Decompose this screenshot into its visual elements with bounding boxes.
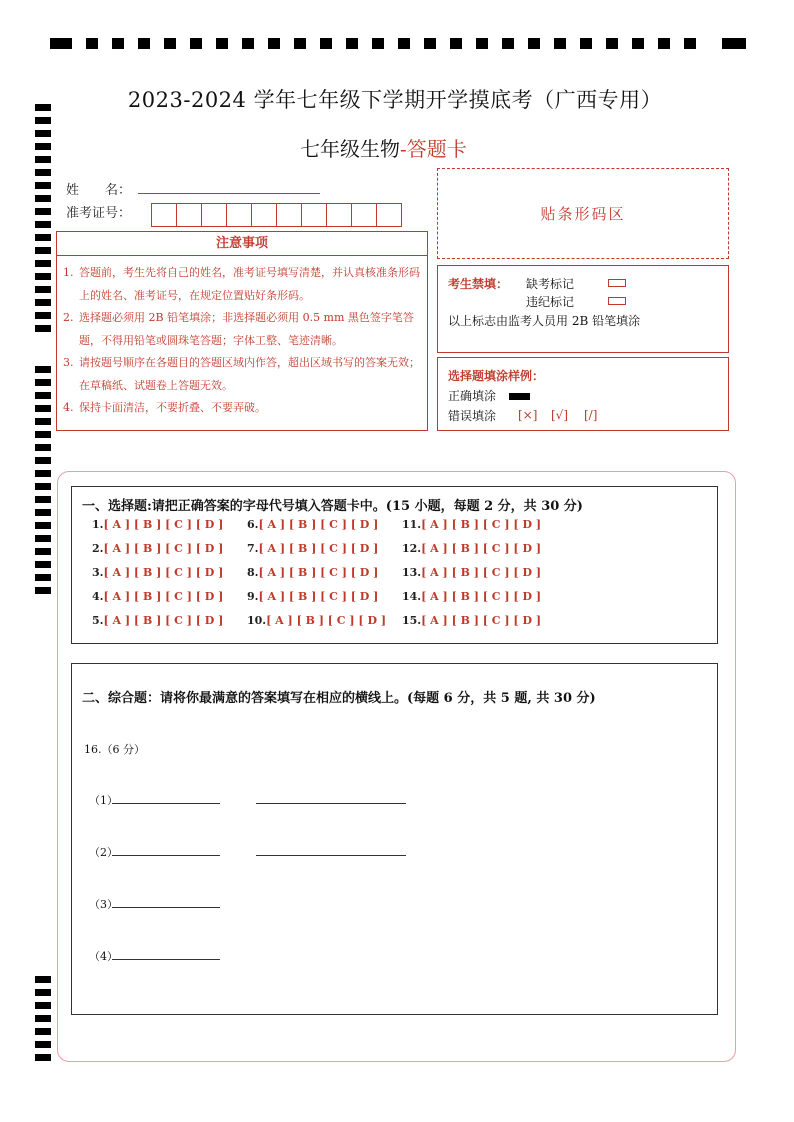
question-number: 2. xyxy=(92,542,104,555)
timing-mark xyxy=(35,1054,51,1061)
timing-mark xyxy=(35,392,51,399)
wrong-fill-label: 错误填涂 xyxy=(448,409,497,423)
id-digit-box[interactable] xyxy=(151,203,177,227)
absent-mark-box[interactable] xyxy=(608,279,626,287)
choice-question[interactable] xyxy=(92,542,223,555)
answer-line[interactable] xyxy=(256,803,406,804)
question-number: 3. xyxy=(92,566,104,579)
answer-line[interactable] xyxy=(112,959,220,960)
timing-mark xyxy=(35,169,51,176)
notice-box xyxy=(56,231,428,431)
absent-mark-label: 缺考标记 xyxy=(526,277,575,291)
timing-mark xyxy=(35,104,51,111)
timing-mark xyxy=(35,221,51,228)
choice-section xyxy=(71,486,718,644)
timing-mark xyxy=(35,117,51,124)
choice-options[interactable]: [ A ] [ B ] [ C ] [ D ] xyxy=(103,590,224,603)
notice-item-text: 请按题号顺序在各题目的答题区域内作答，超出区域书写的答案无效；在草稿纸、试题卷上答题无效。 xyxy=(79,356,420,392)
wrong-mark: [×] xyxy=(518,408,538,422)
notice-item xyxy=(63,262,421,307)
question-number: 6. xyxy=(247,518,259,531)
question-16-label: 16.（6 分） xyxy=(84,743,145,756)
timing-mark xyxy=(658,38,670,49)
forbid-note: 以上标志由监考人员用 2B 铅笔填涂 xyxy=(448,314,641,328)
notice-item-text: 答题前，考生先将自己的姓名，准考证号填写清楚，并认真核准条形码上的姓名、准考证号，在规定位置贴好条形码。 xyxy=(79,266,420,302)
choice-question[interactable] xyxy=(92,518,223,531)
timing-mark xyxy=(35,405,51,412)
timing-mark xyxy=(190,38,202,49)
comprehensive-section-title: 二、综合题：请将你最满意的答案填写在相应的横线上。(每题 6 分，共 5 题, 共 30 分) xyxy=(82,691,596,706)
timing-mark xyxy=(722,38,746,49)
id-digit-box[interactable] xyxy=(276,203,302,227)
choice-question[interactable] xyxy=(247,614,386,627)
timing-mark xyxy=(424,38,436,49)
violation-mark-label: 违纪标记 xyxy=(526,295,575,309)
question-number: 13. xyxy=(402,566,422,579)
timing-mark xyxy=(450,38,462,49)
timing-mark xyxy=(35,561,51,568)
question-number: 4. xyxy=(92,590,104,603)
id-digit-box[interactable] xyxy=(251,203,277,227)
timing-mark xyxy=(632,38,644,49)
timing-mark xyxy=(35,299,51,306)
question-number: 14. xyxy=(402,590,422,603)
page-subtitle xyxy=(300,133,467,162)
comprehensive-section xyxy=(71,663,718,1015)
id-digit-box[interactable] xyxy=(201,203,227,227)
timing-marks-top xyxy=(50,38,746,52)
wrong-mark: [/] xyxy=(584,408,598,422)
timing-mark xyxy=(346,38,358,49)
notice-item xyxy=(63,307,421,352)
id-digit-box[interactable] xyxy=(351,203,377,227)
timing-mark xyxy=(35,143,51,150)
timing-mark xyxy=(35,379,51,386)
timing-mark xyxy=(35,234,51,241)
timing-mark xyxy=(606,38,618,49)
question-number: 9. xyxy=(247,590,259,603)
timing-mark xyxy=(35,156,51,163)
question-number: 5. xyxy=(92,614,104,627)
question-number: 1. xyxy=(92,518,104,531)
id-label: 准考证号： xyxy=(66,206,132,221)
sub-question-label: （1） xyxy=(89,794,118,807)
timing-mark xyxy=(35,312,51,319)
choice-options[interactable]: [ A ] [ B ] [ C ] [ D ] xyxy=(266,614,387,627)
id-digit-box[interactable] xyxy=(176,203,202,227)
timing-mark xyxy=(372,38,384,49)
timing-mark xyxy=(164,38,176,49)
fill-sample-box xyxy=(437,357,729,431)
page-title: 2023-2024 学年七年级下学期开学摸底考（广西专用） xyxy=(127,88,663,112)
wrong-mark: [√] xyxy=(551,408,569,422)
question-number: 7. xyxy=(247,542,259,555)
timing-mark xyxy=(35,1002,51,1009)
choice-question[interactable] xyxy=(402,542,541,555)
subtitle-main: 七年级生物 xyxy=(300,137,400,161)
timing-mark xyxy=(684,38,696,49)
choice-options[interactable]: [ A ] [ B ] [ C ] [ D ] xyxy=(258,542,379,555)
choice-question[interactable] xyxy=(402,566,541,579)
timing-mark xyxy=(216,38,228,49)
timing-mark xyxy=(35,483,51,490)
notice-item-text: 选择题必须用 2B 铅笔填涂；非选择题必须用 0.5 mm 黑色签字笔答题，不得用铅笔或圆珠笔答题；字体工整、笔迹清晰。 xyxy=(79,311,414,347)
sub-question-label: （2） xyxy=(89,846,118,859)
choice-options[interactable]: [ A ] [ B ] [ C ] [ D ] xyxy=(421,566,542,579)
timing-mark xyxy=(35,325,51,332)
correct-fill-mark xyxy=(509,393,530,400)
timing-mark xyxy=(35,989,51,996)
answer-line[interactable] xyxy=(112,855,220,856)
timing-mark xyxy=(554,38,566,49)
notice-title: 注意事项 xyxy=(57,232,427,256)
question-number: 12. xyxy=(402,542,422,555)
timing-mark xyxy=(35,418,51,425)
answer-line[interactable] xyxy=(112,803,220,804)
timing-mark xyxy=(476,38,488,49)
sample-label: 选择题填涂样例： xyxy=(448,369,545,383)
timing-mark xyxy=(35,260,51,267)
correct-fill-label: 正确填涂 xyxy=(448,389,497,403)
choice-question[interactable] xyxy=(402,614,541,627)
timing-mark xyxy=(35,535,51,542)
choice-question[interactable] xyxy=(247,566,378,579)
timing-mark xyxy=(294,38,306,49)
timing-mark xyxy=(112,38,124,49)
choice-section-title: 一、选择题:请把正确答案的字母代号填入答题卡中。(15 小题，每题 2 分，共 30 分) xyxy=(82,499,583,514)
exam-id-boxes xyxy=(151,203,401,227)
timing-mark xyxy=(35,431,51,438)
timing-mark xyxy=(35,548,51,555)
timing-mark xyxy=(138,38,150,49)
timing-mark xyxy=(35,208,51,215)
timing-mark xyxy=(502,38,514,49)
timing-mark xyxy=(35,444,51,451)
timing-mark xyxy=(35,1041,51,1048)
choice-options[interactable]: [ A ] [ B ] [ C ] [ D ] xyxy=(258,518,379,531)
timing-mark xyxy=(35,366,51,373)
timing-mark xyxy=(35,247,51,254)
question-number: 11. xyxy=(402,518,422,531)
answer-line[interactable] xyxy=(112,907,220,908)
timing-mark xyxy=(35,130,51,137)
timing-mark xyxy=(35,1015,51,1022)
choice-options[interactable]: [ A ] [ B ] [ C ] [ D ] xyxy=(421,542,542,555)
notice-item-num: 4. xyxy=(63,401,74,414)
question-number: 10. xyxy=(247,614,267,627)
notice-item xyxy=(63,352,421,397)
sub-question-label: （3） xyxy=(89,898,118,911)
answer-line[interactable] xyxy=(256,855,406,856)
timing-mark xyxy=(35,182,51,189)
barcode-area xyxy=(437,168,729,259)
forbid-label: 考生禁填： xyxy=(448,277,509,291)
choice-options[interactable]: [ A ] [ B ] [ C ] [ D ] xyxy=(103,566,224,579)
violation-mark-box[interactable] xyxy=(608,297,626,305)
choice-options[interactable]: [ A ] [ B ] [ C ] [ D ] xyxy=(258,566,379,579)
timing-mark xyxy=(242,38,254,49)
choice-question[interactable] xyxy=(402,518,541,531)
timing-mark xyxy=(580,38,592,49)
timing-mark xyxy=(35,457,51,464)
notice-item-text: 保持卡面清洁，不要折叠、不要弄破。 xyxy=(79,401,266,414)
choice-options[interactable]: [ A ] [ B ] [ C ] [ D ] xyxy=(103,542,224,555)
choice-options[interactable]: [ A ] [ B ] [ C ] [ D ] xyxy=(421,518,542,531)
timing-mark xyxy=(268,38,280,49)
subtitle-red: -答题卡 xyxy=(400,137,467,161)
notice-item xyxy=(63,397,421,420)
choice-question[interactable] xyxy=(247,518,378,531)
timing-mark xyxy=(35,195,51,202)
timing-mark xyxy=(320,38,332,49)
choice-question[interactable] xyxy=(92,614,223,627)
timing-mark xyxy=(35,470,51,477)
timing-mark xyxy=(35,522,51,529)
id-digit-box[interactable] xyxy=(376,203,402,227)
timing-mark xyxy=(35,587,51,594)
timing-mark xyxy=(35,286,51,293)
sub-question-label: （4） xyxy=(89,950,118,963)
timing-mark xyxy=(86,38,98,49)
timing-mark xyxy=(398,38,410,49)
question-number: 15. xyxy=(402,614,422,627)
name-label: 姓 名： xyxy=(66,183,132,198)
choice-question[interactable] xyxy=(402,590,541,603)
question-number: 8. xyxy=(247,566,259,579)
timing-mark xyxy=(35,273,51,280)
choice-options[interactable]: [ A ] [ B ] [ C ] [ D ] xyxy=(421,614,542,627)
choice-options[interactable]: [ A ] [ B ] [ C ] [ D ] xyxy=(103,614,224,627)
timing-mark xyxy=(528,38,540,49)
timing-mark xyxy=(35,496,51,503)
choice-options[interactable]: [ A ] [ B ] [ C ] [ D ] xyxy=(421,590,542,603)
choice-question[interactable] xyxy=(247,590,378,603)
timing-mark xyxy=(35,574,51,581)
choice-options[interactable]: [ A ] [ B ] [ C ] [ D ] xyxy=(103,518,224,531)
id-digit-box[interactable] xyxy=(301,203,327,227)
choice-question[interactable] xyxy=(92,566,223,579)
barcode-label: 贴条形码区 xyxy=(540,205,626,223)
notice-item-num: 1. xyxy=(63,266,74,279)
id-digit-box[interactable] xyxy=(326,203,352,227)
choice-question[interactable] xyxy=(247,542,378,555)
examiner-only-box xyxy=(437,265,729,353)
timing-mark xyxy=(35,1028,51,1035)
choice-options[interactable]: [ A ] [ B ] [ C ] [ D ] xyxy=(258,590,379,603)
choice-question[interactable] xyxy=(92,590,223,603)
timing-mark xyxy=(35,509,51,516)
timing-mark xyxy=(50,38,72,49)
notice-item-num: 3. xyxy=(63,356,74,369)
id-digit-box[interactable] xyxy=(226,203,252,227)
name-field[interactable] xyxy=(138,193,320,194)
timing-mark xyxy=(35,976,51,983)
notice-item-num: 2. xyxy=(63,311,74,324)
